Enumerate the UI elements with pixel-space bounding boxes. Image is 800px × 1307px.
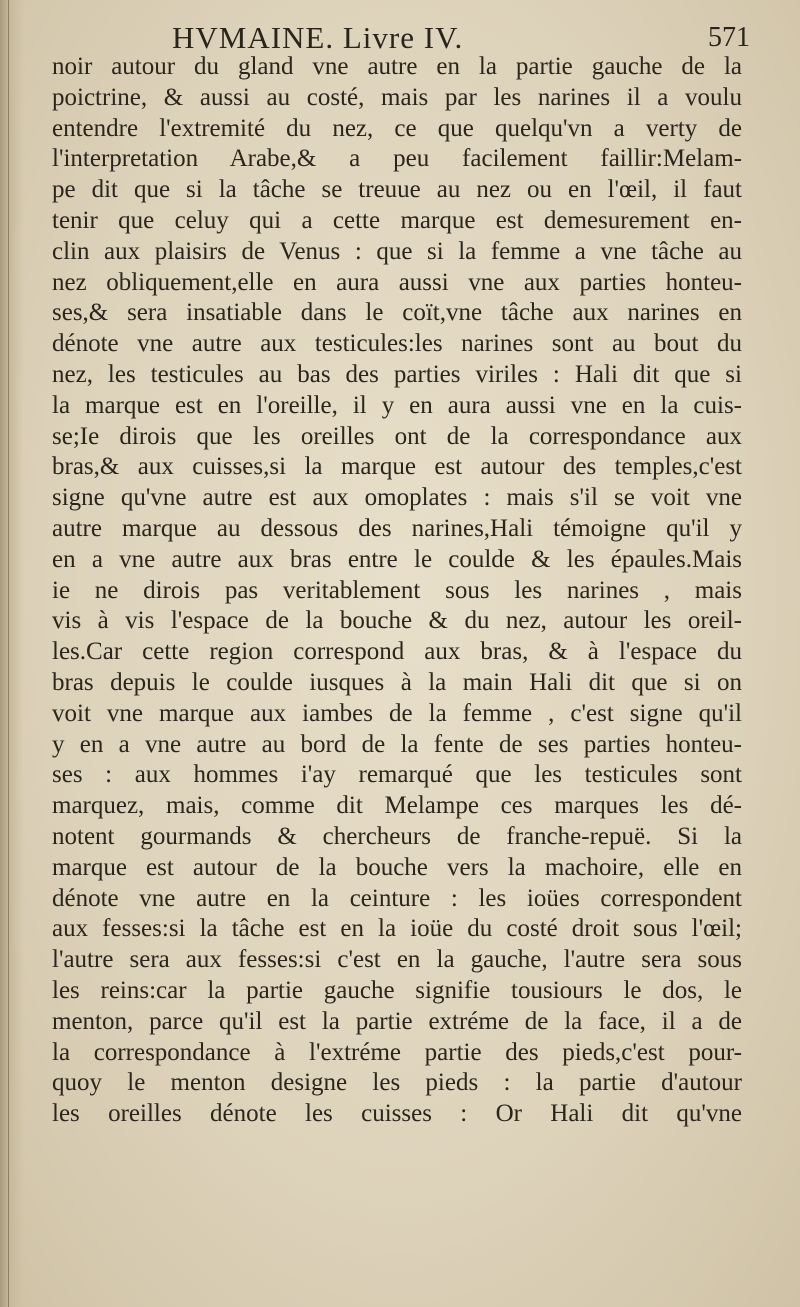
text-line: vis à vis l'espace de la bouche & du nez, autour les oreil- (52, 607, 742, 635)
text-line: bras,& aux cuisses,si la marque est autour des temples,c'est (52, 453, 742, 481)
text-line: aux fesses:si la tâche est en la ioüe du costé droit sous l'œil; (52, 915, 742, 943)
text-line: nez obliquement,elle en aura aussi vne aux parties honteu- (52, 268, 742, 296)
text-line: la correspondance à l'extréme partie des pieds,c'est pour- (52, 1038, 742, 1066)
text-line: les reins:car la partie gauche signifie tousiours le dos, le (52, 976, 742, 1004)
text-line: noir autour du gland vne autre en la partie gauche de la (52, 53, 742, 80)
text-line: menton, parce qu'il est la partie extréme de la face, il a de (52, 1007, 742, 1035)
text-line: autre marque au dessous des narines,Hali témoigne qu'il y (52, 514, 742, 542)
text-line: dénote vne autre en la ceinture : les ioües correspondent (52, 884, 742, 912)
binding-gutter (0, 0, 24, 1307)
text-line: les.Car cette region correspond aux bras, & à l'espace du (52, 638, 742, 666)
running-title: HVMAINE. Livre IV. (172, 20, 464, 55)
text-line: en a vne autre aux bras entre le coulde & les épaules.Mais (52, 545, 742, 573)
text-line: marquez, mais, comme dit Melampe ces marques les dé- (52, 792, 742, 820)
text-line: nez, les testicules au bas des parties viriles : Hali dit que si (52, 360, 742, 388)
gutter-line (8, 0, 9, 1307)
text-line: l'autre sera aux fesses:si c'est en la gauche, l'autre sera sous (52, 946, 742, 974)
text-line: y en a vne autre au bord de la fente de ses parties honteu- (52, 730, 742, 758)
text-line: signe qu'vne autre est aux omoplates : mais s'il se voit vne (52, 484, 742, 512)
text-line: la marque est en l'oreille, il y en aura aussi vne en la cuis- (52, 391, 742, 419)
page-number: 571 (708, 22, 750, 53)
text-line: bras depuis le coulde iusques à la main Hali dit que si on (52, 668, 742, 696)
text-line: ses,& sera insatiable dans le coït,vne tâche aux narines en (52, 299, 742, 327)
text-line: les oreilles dénote les cuisses : Or Hali dit qu'vne (52, 1100, 742, 1128)
text-line: clin aux plaisirs de Venus : que si la femme a vne tâche au (52, 237, 742, 265)
text-line: notent gourmands & chercheurs de franche-repuë. Si la (52, 822, 742, 850)
text-line: entendre l'extremité du nez, ce que quelqu'vn a verty de (52, 114, 742, 142)
text-line: l'interpretation Arabe,& a peu facilement faillir:Melam- (52, 145, 742, 173)
text-line: dénote vne autre aux testicules:les narines sont au bout du (52, 330, 742, 358)
text-line: tenir que celuy qui a cette marque est demesurement en- (52, 206, 742, 234)
text-line: se;Ie dirois que les oreilles ont de la correspondance aux (52, 422, 742, 450)
text-line: ie ne dirois pas veritablement sous les narines , mais (52, 576, 742, 604)
text-line: quoy le menton designe les pieds : la partie d'autour (52, 1069, 742, 1097)
text-line: poictrine, & aussi au costé, mais par les narines il a voulu (52, 83, 742, 111)
body-text (52, 52, 742, 1130)
text-line: voit vne marque aux iambes de la femme , c'est signe qu'il (52, 699, 742, 727)
text-line: ses : aux hommes i'ay remarqué que les testicules sont (52, 761, 742, 789)
text-line: marque est autour de la bouche vers la machoire, elle en (52, 853, 742, 881)
text-line: pe dit que si la tâche se treuue au nez ou en l'œil, il faut (52, 176, 742, 204)
